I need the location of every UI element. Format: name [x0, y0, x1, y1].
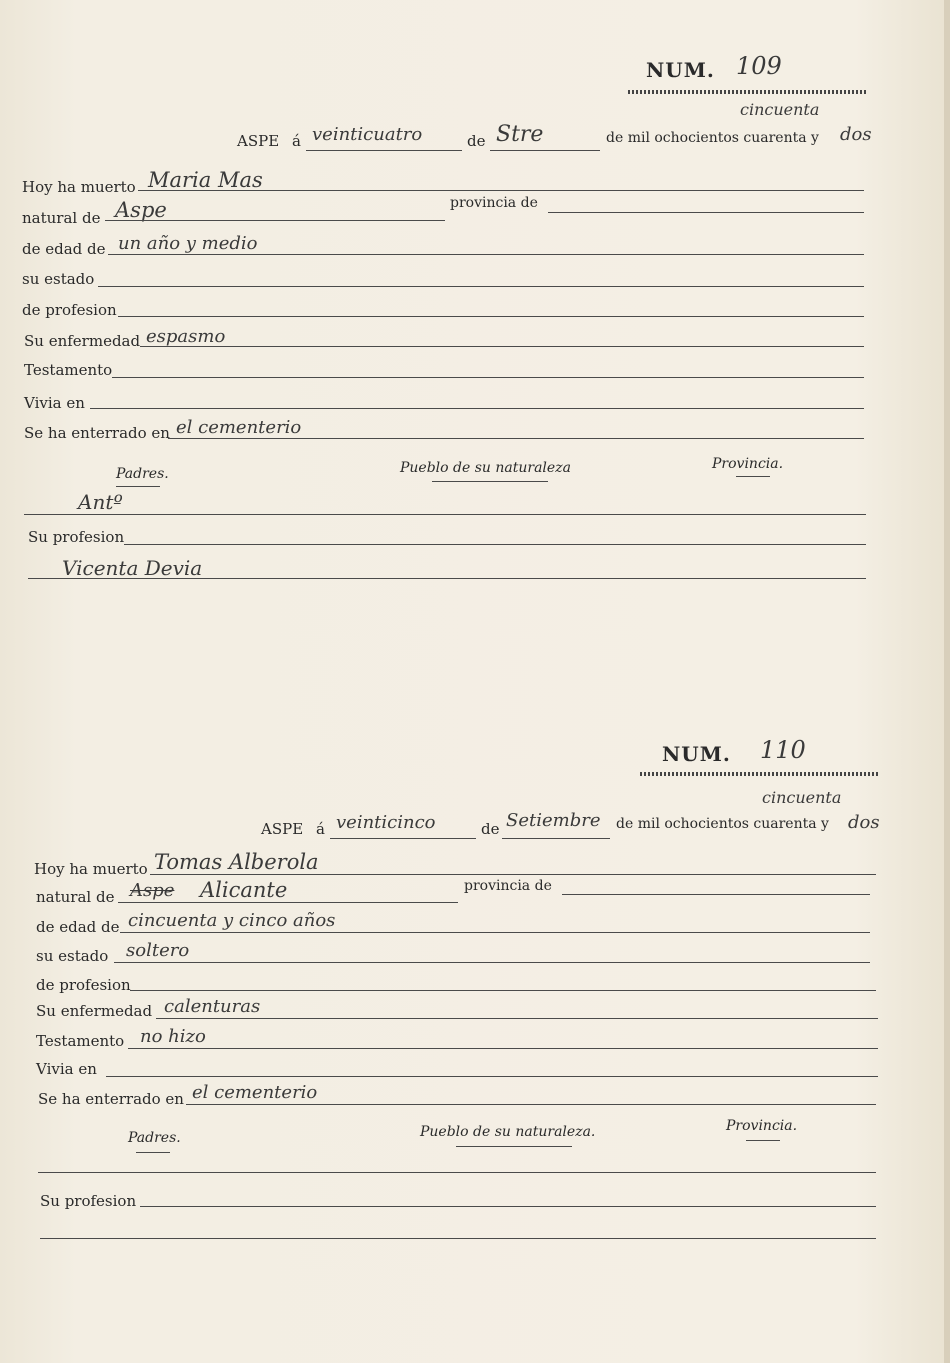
natural-label: natural de	[22, 209, 101, 227]
town-label: ASPE	[237, 132, 280, 150]
edad-label: de edad de	[22, 240, 106, 258]
enterrado-value: el cementerio	[176, 417, 302, 438]
pueblo-header: Pueblo de su naturaleza	[400, 460, 571, 476]
month-value: Setiembre	[506, 810, 601, 831]
vivia-label: Vivia en	[36, 1060, 97, 1078]
month-value: Stre	[496, 122, 544, 147]
testamento-value: no hizo	[140, 1026, 206, 1047]
edad-label: de edad de	[36, 918, 120, 936]
edad-value: cincuenta y cinco años	[128, 910, 336, 931]
hoy-value: Maria Mas	[148, 168, 263, 192]
page-edge	[944, 0, 950, 1363]
enfermedad-value: calenturas	[164, 996, 261, 1017]
enfermedad-value: espasmo	[146, 326, 226, 347]
year-hand: dos	[848, 812, 880, 833]
enterrado-label: Se ha enterrado en	[38, 1090, 184, 1108]
enterrado-value: el cementerio	[192, 1082, 318, 1103]
day-value: veinticinco	[336, 812, 436, 833]
record-number-label: NUM.	[662, 742, 731, 766]
record-number-label: NUM.	[646, 58, 715, 82]
pueblo-header: Pueblo de su naturaleza.	[420, 1124, 596, 1140]
provincia-header: Provincia.	[712, 456, 784, 472]
padres-header: Padres.	[128, 1130, 181, 1146]
natural-label: natural de	[36, 888, 115, 906]
profesion-label: de profesion	[36, 976, 131, 994]
town-label: ASPE	[261, 820, 304, 838]
testamento-label: Testamento	[24, 361, 113, 379]
padre-value: Antº	[78, 490, 123, 514]
record-number-value: 110	[760, 736, 806, 764]
natural-value: Alicante	[200, 878, 288, 902]
testamento-label: Testamento	[36, 1032, 125, 1050]
number-underline	[628, 90, 866, 94]
year-above: cincuenta	[740, 100, 820, 119]
estado-label: su estado	[22, 270, 95, 288]
a-label: á	[316, 820, 325, 838]
hoy-label: Hoy ha muerto	[22, 178, 136, 196]
estado-value: soltero	[126, 940, 190, 961]
natural-value: Aspe	[115, 198, 167, 222]
enterrado-label: Se ha enterrado en	[24, 424, 170, 442]
de-label: de	[481, 820, 500, 838]
provincia-label: provincia de	[464, 878, 552, 894]
hoy-label: Hoy ha muerto	[34, 860, 148, 878]
provincia-header: Provincia.	[726, 1118, 798, 1134]
hoy-value: Tomas Alberola	[154, 850, 319, 874]
year-above: cincuenta	[762, 788, 842, 807]
natural-struck: Aspe	[130, 880, 175, 901]
vivia-label: Vivia en	[24, 394, 85, 412]
su-profesion-label: Su profesion	[28, 528, 125, 546]
profesion-label: de profesion	[22, 301, 117, 319]
provincia-label: provincia de	[450, 195, 538, 211]
edad-value: un año y medio	[118, 233, 258, 254]
enfermedad-label: Su enfermedad	[24, 332, 141, 350]
year-hand: dos	[840, 124, 872, 145]
madre-value: Vicenta Devia	[62, 556, 203, 580]
padres-header: Padres.	[116, 466, 169, 482]
day-value: veinticuatro	[312, 124, 423, 145]
number-underline	[640, 772, 878, 776]
de-label: de	[467, 132, 486, 150]
estado-label: su estado	[36, 947, 109, 965]
a-label: á	[292, 132, 301, 150]
su-profesion-label: Su profesion	[40, 1192, 137, 1210]
year-printed: de mil ochocientos cuarenta y	[616, 816, 829, 832]
year-printed: de mil ochocientos cuarenta y	[606, 130, 819, 146]
record-number-value: 109	[736, 52, 782, 80]
enfermedad-label: Su enfermedad	[36, 1002, 153, 1020]
